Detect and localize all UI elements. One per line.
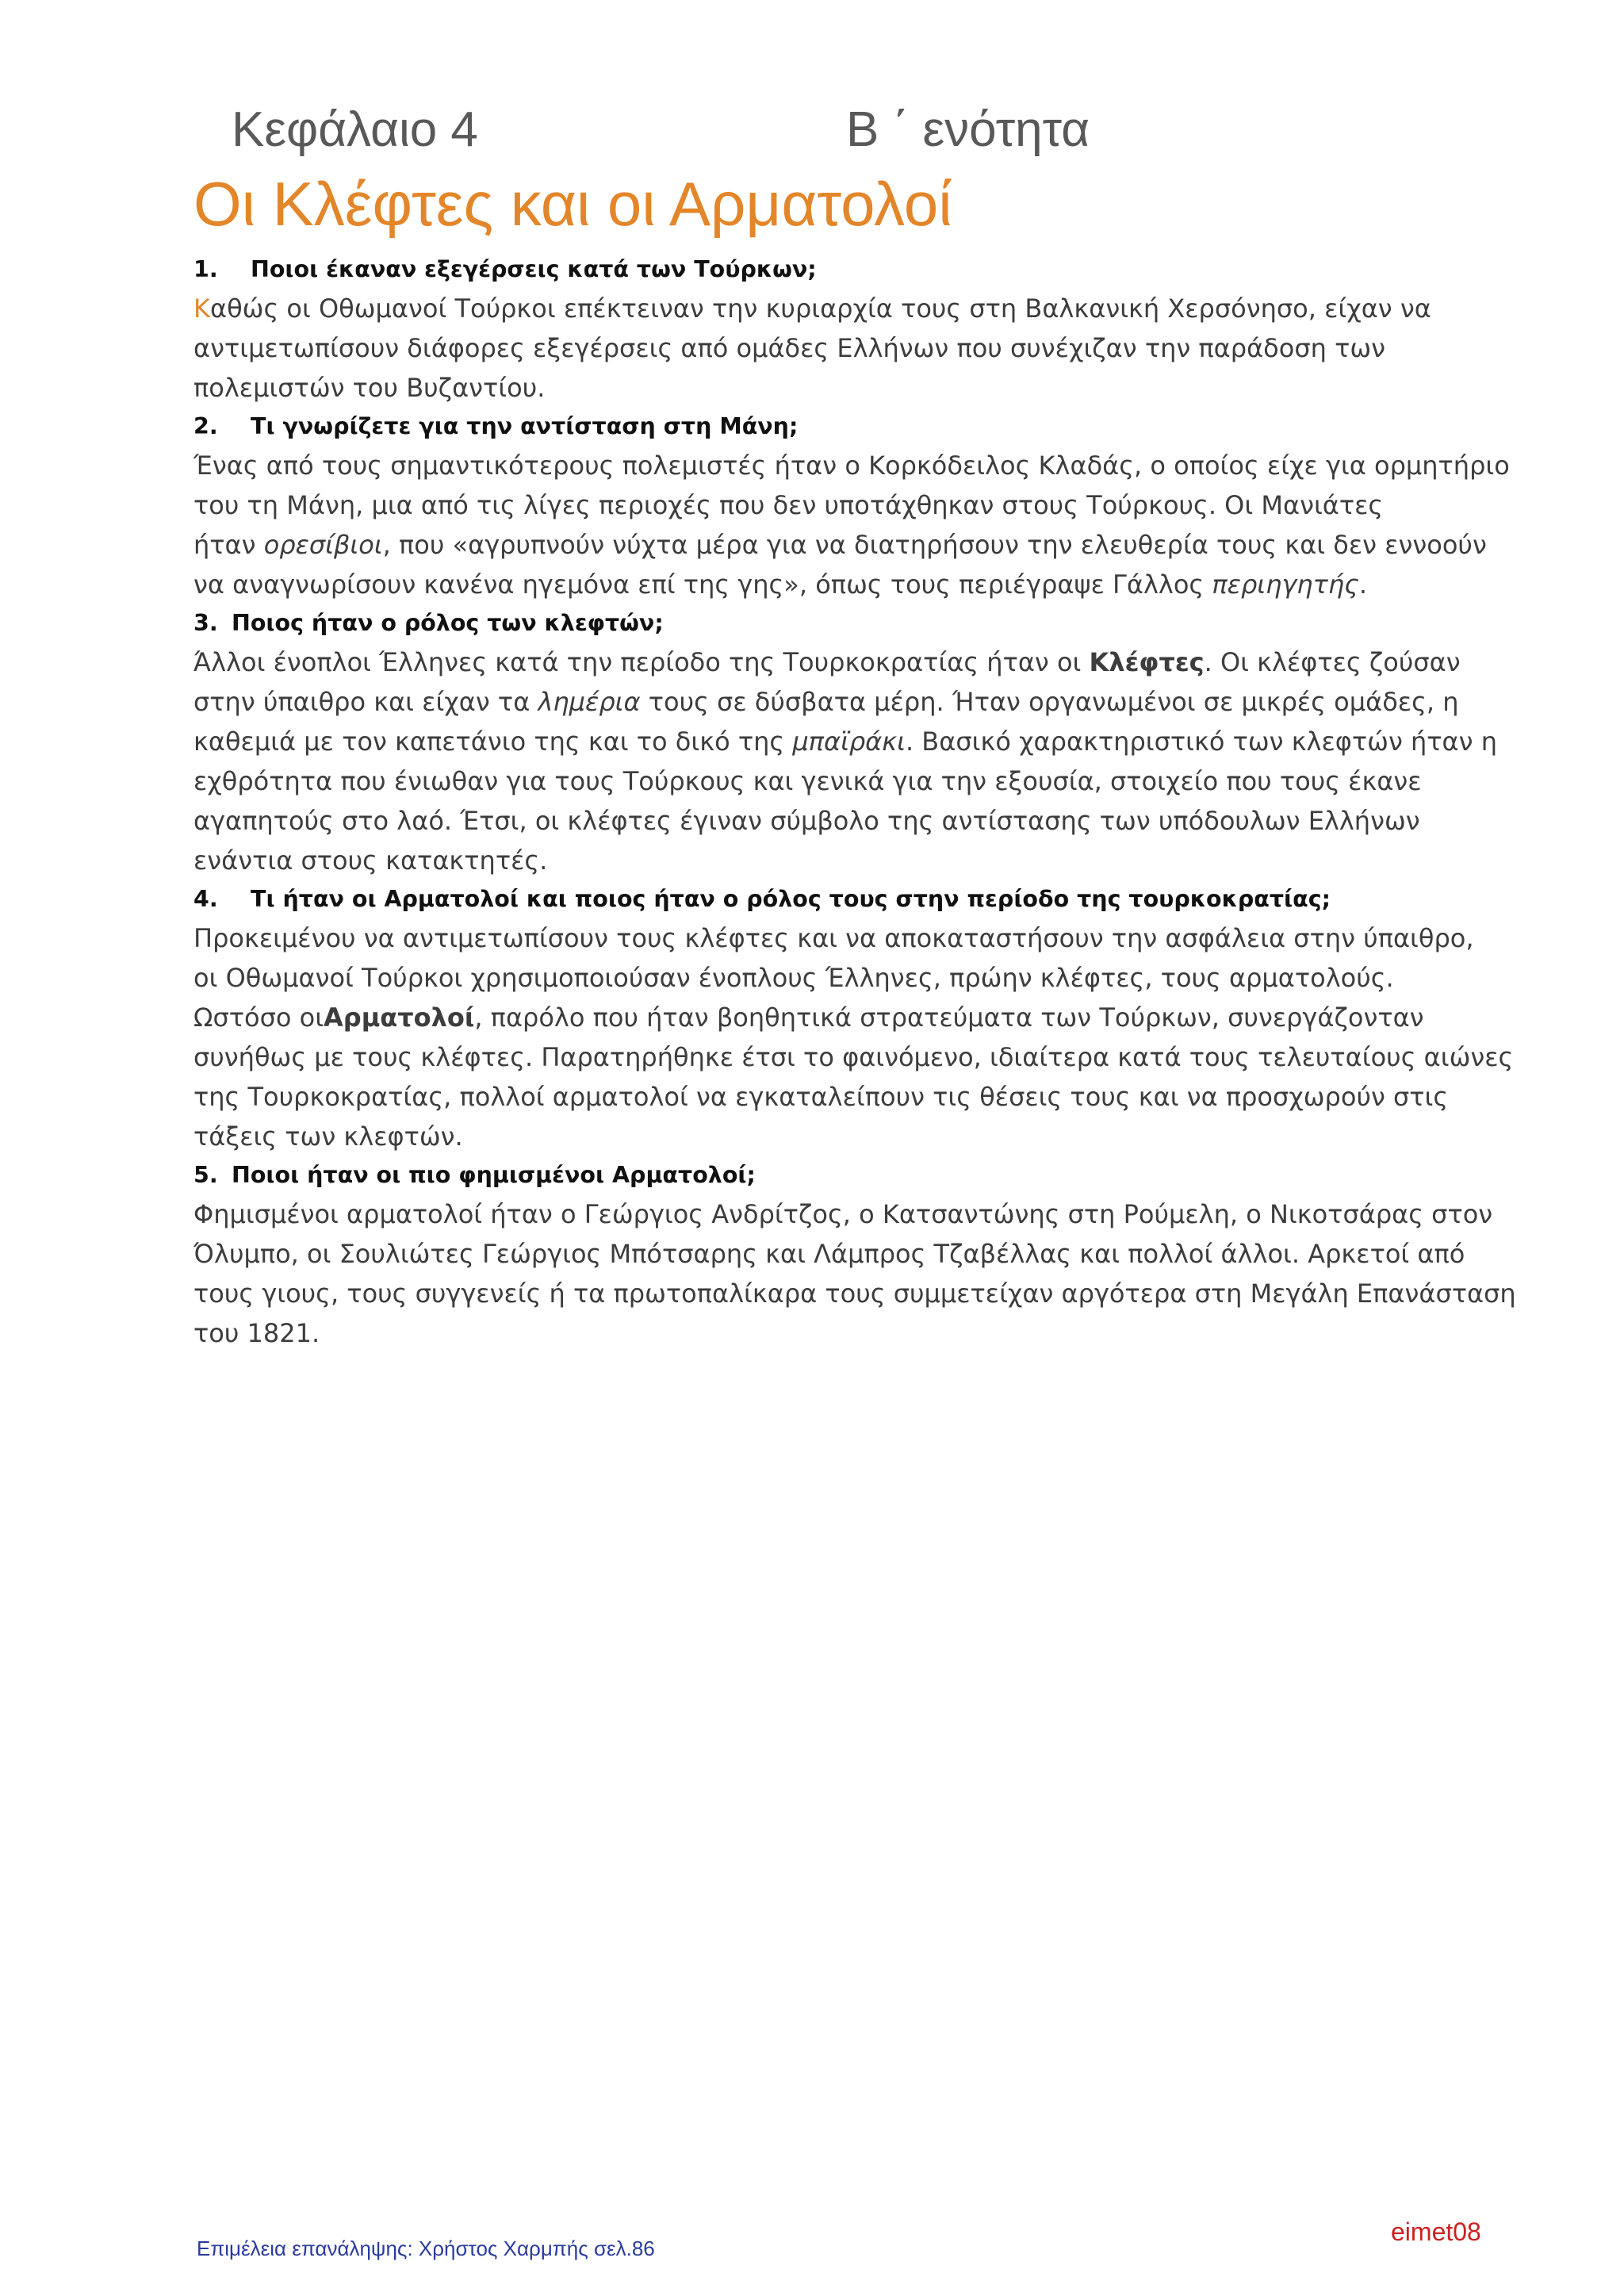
answer-line: της Τουρκοκρατίας, πολλοί αρματολοί να εγκαταλείπουν τις θέσεις τους και να προσχωρούν στις bbox=[193, 1082, 1449, 1112]
answer-line: του τη Μάνη, μια από τις λίγες περιοχές που δεν υποτάχθηκαν στους Τούρκους. Οι Μανιάτες bbox=[193, 490, 1384, 520]
answer-line bbox=[193, 722, 1497, 761]
question-number: 4. bbox=[193, 886, 218, 912]
question-5 bbox=[193, 1156, 1494, 1194]
answer-line bbox=[193, 289, 1494, 328]
answer-line: Ένας από τους σημαντικότερους πολεμιστές ήταν ο Κορκόδειλος Κλαδάς, ο οποίος είχε για ορμητήριο bbox=[193, 450, 1510, 481]
text-run: , που «αγρυπνούν νύχτα μέρα για να διατηρήσουν την ελευθερία τους και δεν εννοούν bbox=[382, 530, 1487, 560]
question-1 bbox=[193, 251, 1494, 289]
answer-line: πολεμιστών του Βυζαντίου. bbox=[193, 373, 546, 403]
answer-line: Προκειμένου να αντιμετωπίσουν τους κλέφτες και να αποκαταστήσουν την ασφάλεια στην ύπαιθρο, bbox=[193, 923, 1474, 953]
page-title: Οι Κλέφτες και οι Αρματολοί bbox=[193, 169, 952, 239]
question-text: Ποιοι ήταν οι πιο φημισμένοι Αρματολοί; bbox=[232, 1162, 756, 1188]
text-run: ήταν bbox=[193, 530, 264, 560]
answer-line: τάξεις των κλεφτών. bbox=[193, 1121, 463, 1152]
answer-2 bbox=[193, 446, 1510, 604]
text-run: καθεμιά με τον καπετάνιο της και το δικό της bbox=[193, 726, 793, 757]
answer-3 bbox=[193, 642, 1497, 880]
text-run: Άλλοι ένοπλοι Έλληνες κατά την περίοδο της Τουρκοκρατίας ήταν οι bbox=[193, 647, 1090, 677]
answer-line: ενάντια στους κατακτητές. bbox=[193, 845, 548, 876]
answer-line: αντιμετωπίσουν διάφορες εξεγέρσεις από ομάδες Ελλήνων που συνέχιζαν την παράδοση των bbox=[193, 333, 1385, 363]
answer-line: Φημισμένοι αρματολοί ήταν ο Γεώργιος Ανδρίτζος, ο Κατσαντώνης στη Ρούμελη, ο Νικοτσάρας στον bbox=[193, 1199, 1493, 1229]
question-3 bbox=[193, 604, 1494, 642]
document-body bbox=[193, 251, 1516, 1353]
text-run: . bbox=[1358, 569, 1368, 600]
question-text: Τι ήταν οι Αρματολοί και ποιος ήταν ο ρόλος τους στην περίοδο της τουρκοκρατίας; bbox=[251, 886, 1331, 912]
answer-line bbox=[193, 642, 1494, 682]
question-text: Ποιοι έκαναν εξεγέρσεις κατά των Τούρκων; bbox=[251, 256, 817, 282]
answer-line: Όλυμπο, οι Σουλιώτες Γεώργιος Μπότσαρης και Λάμπρος Τζαβέλλας και πολλοί άλλοι. Αρκετοί από bbox=[193, 1239, 1465, 1269]
answer-4 bbox=[193, 918, 1514, 1156]
text-run: αθώς οι Οθωμανοί Τούρκοι επέκτειναν την κυριαρχία τους στη Βαλκανική Χερσόνησο, είχαν να bbox=[209, 293, 1431, 324]
text-run: Ωστόσο οι bbox=[193, 1002, 324, 1033]
bold-term: Αρματολοί bbox=[324, 1002, 475, 1033]
answer-5 bbox=[193, 1194, 1516, 1353]
italic-term: περιηγητής bbox=[1212, 569, 1359, 600]
page-header bbox=[0, 102, 1624, 173]
question-4 bbox=[193, 880, 1494, 918]
question-text: Ποιος ήταν ο ρόλος των κλεφτών; bbox=[232, 610, 664, 636]
text-run: τους σε δύσβατα μέρη. Ήταν οργανωμένοι σε μικρές ομάδες, η bbox=[640, 687, 1459, 717]
question-text: Τι γνωρίζετε για την αντίσταση στη Μάνη; bbox=[251, 413, 799, 439]
answer-line: οι Οθωμανοί Τούρκοι χρησιμοποιούσαν ένοπλους Έλληνες, πρώην κλέφτες, τους αρματολούς. bbox=[193, 963, 1394, 993]
answer-line: αγαπητούς στο λαό. Έτσι, οι κλέφτες έγιναν σύμβολο της αντίστασης των υπόδουλων Ελλήνων bbox=[193, 806, 1420, 836]
answer-line: εχθρότητα που ένιωθαν για τους Τούρκους και γενικά για την εξουσία, στοιχείο που τους έκανε bbox=[193, 766, 1422, 796]
question-number: 3. bbox=[193, 610, 218, 636]
answer-line bbox=[193, 998, 1494, 1037]
text-run: . Βασικό χαρακτηριστικό των κλεφτών ήταν η bbox=[905, 726, 1497, 757]
question-2 bbox=[193, 408, 1494, 446]
unit-label: Β ΄ ενότητα bbox=[846, 102, 1090, 157]
italic-term: μπαϊράκι bbox=[792, 726, 906, 757]
italic-term: λημέρια bbox=[538, 687, 641, 717]
italic-term: ορεσίβιοι bbox=[263, 530, 383, 560]
answer-line bbox=[193, 525, 1494, 565]
text-run: . Οι κλέφτες ζούσαν bbox=[1204, 647, 1461, 677]
answer-line bbox=[193, 565, 1494, 604]
text-run: , παρόλο που ήταν βοηθητικά στρατεύματα των Τούρκων, συνεργάζονταν bbox=[474, 1002, 1424, 1033]
question-number: 2. bbox=[193, 413, 218, 439]
text-run: να αναγνωρίσουν κανένα ηγεμόνα επί της γης», όπως τους περιέγραψε Γάλλος bbox=[193, 569, 1212, 600]
answer-line: τους γιους, τους συγγενείς ή τα πρωτοπαλίκαρα τους συμμετείχαν αργότερα στη Μεγάλη Επανάσταση bbox=[193, 1278, 1516, 1309]
chapter-label: Κεφάλαιο 4 bbox=[232, 102, 478, 157]
bold-term: Κλέφτες bbox=[1089, 647, 1205, 677]
text-run: στην ύπαιθρο και είχαν τα bbox=[193, 687, 538, 717]
answer-line: συνήθως με τους κλέφτες. Παρατηρήθηκε έτσι το φαινόμενο, ιδιαίτερα κατά τους τελευταίους αιώνες bbox=[193, 1042, 1514, 1072]
answer-line bbox=[193, 682, 1494, 722]
question-number: 5. bbox=[193, 1162, 218, 1188]
drop-letter: Κ bbox=[193, 293, 210, 324]
footer-code: eimet08 bbox=[1391, 2217, 1481, 2246]
answer-line: του 1821. bbox=[193, 1318, 320, 1348]
question-number: 1. bbox=[193, 256, 218, 282]
answer-1 bbox=[193, 289, 1494, 408]
footer-credit: Επιμέλεια επανάληψης: Χρήστος Χαρμπής σελ.86 bbox=[197, 2237, 655, 2260]
